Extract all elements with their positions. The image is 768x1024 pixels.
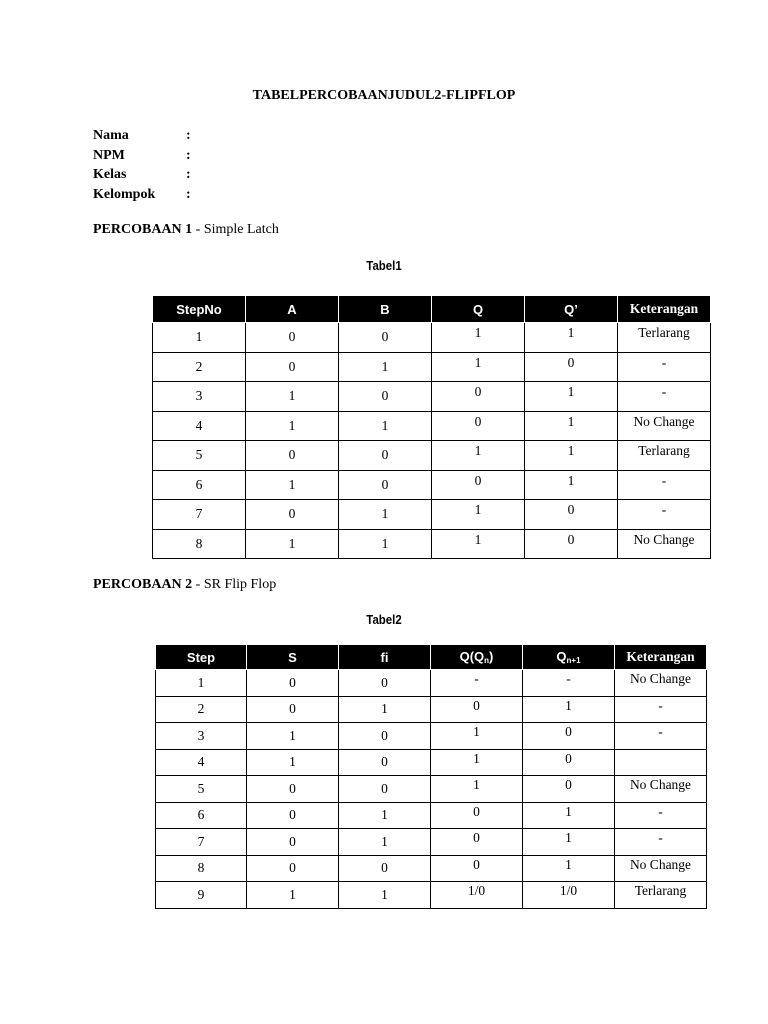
table-cell: 2 <box>153 352 246 382</box>
table-cell: No Change <box>618 529 711 559</box>
table-cell: 0 <box>247 776 339 803</box>
table-cell: 1 <box>523 802 615 829</box>
table-cell: 1 <box>246 382 339 412</box>
table-cell: No Change <box>615 776 707 803</box>
table-row <box>153 352 711 382</box>
section-heading-bold: PERCOBAAN 2 <box>93 577 193 592</box>
column-header-b: B <box>339 296 432 323</box>
column-header-step: Step <box>156 645 247 670</box>
table-cell: 1 <box>339 352 432 382</box>
table-cell: 0 <box>246 441 339 471</box>
table-cell: 0 <box>523 723 615 750</box>
table-header-row <box>153 296 711 323</box>
column-header-r: fi <box>339 645 431 670</box>
table-cell: Terlarang <box>615 882 707 909</box>
table-cell: 1 <box>339 411 432 441</box>
table-cell: 4 <box>153 411 246 441</box>
table-cell: 0 <box>432 411 525 441</box>
form-colon: : <box>186 128 191 143</box>
table-cell: 1 <box>525 382 618 412</box>
table-cell: 1 <box>339 829 431 856</box>
table-row <box>156 776 707 803</box>
table-row <box>153 323 711 353</box>
table-cell: 0 <box>525 352 618 382</box>
table-cell: - <box>615 829 707 856</box>
table-cell: 1 <box>246 470 339 500</box>
form-label: Kelas <box>93 167 127 182</box>
table-cell: Terlarang <box>618 323 711 353</box>
table-cell: 0 <box>431 829 523 856</box>
column-header-q-qn <box>431 645 523 670</box>
section-heading-percobaan-2 <box>93 577 276 593</box>
table-cell: 1 <box>339 500 432 530</box>
table-cell: 6 <box>156 802 247 829</box>
table-cell: 1 <box>246 411 339 441</box>
table-row <box>156 696 707 723</box>
table-cell: 0 <box>247 855 339 882</box>
table-cell: 2 <box>156 696 247 723</box>
table-cell: 5 <box>153 441 246 471</box>
header-text: Q <box>556 649 567 664</box>
table-cell: No Change <box>618 411 711 441</box>
table-cell: 0 <box>339 470 432 500</box>
table-cell: 1 <box>432 529 525 559</box>
table-row <box>153 382 711 412</box>
document-title: TABELPERCOBAANJUDUL2-FLIPFLOP <box>252 88 516 103</box>
table-cell: 8 <box>153 529 246 559</box>
table-cell: 7 <box>153 500 246 530</box>
table-cell: 1 <box>525 411 618 441</box>
section-heading-bold: PERCOBAAN 1 <box>93 222 193 237</box>
table-cell: 1 <box>153 323 246 353</box>
table-cell: - <box>615 802 707 829</box>
table-cell: 0 <box>339 749 431 776</box>
table-cell: 5 <box>156 776 247 803</box>
table-cell: - <box>618 470 711 500</box>
table-cell: 1/0 <box>431 882 523 909</box>
column-header-s: S <box>247 645 339 670</box>
table-cell: 1 <box>523 855 615 882</box>
table-cell: 0 <box>246 323 339 353</box>
form-label: Kelompok <box>93 186 156 202</box>
table-cell: Terlarang <box>618 441 711 471</box>
table-1-simple-latch <box>152 295 711 559</box>
column-header-q: Q <box>432 296 525 323</box>
table-2-sr-flip-flop <box>155 644 707 909</box>
table-row <box>153 441 711 471</box>
table-header-row <box>156 645 707 670</box>
table-row <box>156 882 707 909</box>
form-row-nama <box>93 126 206 146</box>
table-cell: 3 <box>153 382 246 412</box>
table-cell: 1 <box>431 776 523 803</box>
table-cell: No Change <box>615 855 707 882</box>
form-row-kelas <box>93 165 206 185</box>
table-row <box>153 500 711 530</box>
table-cell: 0 <box>523 749 615 776</box>
table-cell: 1 <box>247 882 339 909</box>
table-cell: 1 <box>246 529 339 559</box>
table-cell: 0 <box>432 382 525 412</box>
table-cell: 1 <box>431 749 523 776</box>
header-text: ) <box>489 649 494 664</box>
table-row <box>156 802 707 829</box>
table-cell: 1 <box>339 802 431 829</box>
column-header-a: A <box>246 296 339 323</box>
table-cell: 9 <box>156 882 247 909</box>
table-cell: 0 <box>247 802 339 829</box>
table-cell: 0 <box>431 855 523 882</box>
table-cell: 7 <box>156 829 247 856</box>
column-header-keterangan: Keterangan <box>618 296 711 323</box>
table-cell: 1 <box>339 529 432 559</box>
table-cell: 0 <box>247 829 339 856</box>
form-colon: : <box>186 147 191 163</box>
table-cell: - <box>618 382 711 412</box>
table-cell: 1 <box>525 441 618 471</box>
table-cell: 0 <box>431 696 523 723</box>
column-header-keterangan: Keterangan <box>615 645 707 670</box>
table-cell: - <box>618 500 711 530</box>
table-row <box>153 470 711 500</box>
table1-caption: Tabel1 <box>366 258 402 273</box>
table-cell: 1/0 <box>523 882 615 909</box>
table-cell: 0 <box>339 670 431 697</box>
form-row-npm <box>93 146 206 166</box>
table-cell: 1 <box>247 723 339 750</box>
table-cell: 1 <box>525 323 618 353</box>
table2-caption: Tabel2 <box>366 612 402 627</box>
table-cell: 0 <box>246 352 339 382</box>
table-row <box>156 829 707 856</box>
table-cell: 1 <box>432 323 525 353</box>
table-cell: 0 <box>246 500 339 530</box>
header-subscript: n <box>484 656 490 665</box>
table-cell: 1 <box>432 441 525 471</box>
table-cell: 0 <box>247 696 339 723</box>
column-header-stepno: StepNo <box>153 296 246 323</box>
column-header-qn-plus-1 <box>523 645 615 670</box>
table-cell: 1 <box>432 352 525 382</box>
column-header-q-bar: Q’ <box>525 296 618 323</box>
table-cell: 0 <box>523 776 615 803</box>
table-cell: - <box>431 670 523 697</box>
header-subscript: n+1 <box>566 656 581 665</box>
table-cell: 4 <box>156 749 247 776</box>
table-cell: 0 <box>525 500 618 530</box>
table-cell: 1 <box>525 470 618 500</box>
table-cell: 0 <box>339 723 431 750</box>
table-cell <box>615 749 707 776</box>
table-cell: 3 <box>156 723 247 750</box>
table-cell: - <box>523 670 615 697</box>
section-heading-percobaan-1 <box>93 222 279 238</box>
form-colon: : <box>186 167 191 182</box>
table-cell: 1 <box>523 696 615 723</box>
table-row <box>156 749 707 776</box>
table-row <box>153 411 711 441</box>
table-cell: - <box>615 696 707 723</box>
table-cell: - <box>615 723 707 750</box>
table-cell: 0 <box>432 470 525 500</box>
table-cell: 1 <box>431 723 523 750</box>
table-cell: 0 <box>339 441 432 471</box>
table-cell: 8 <box>156 855 247 882</box>
table-cell: 0 <box>339 776 431 803</box>
table-cell: 0 <box>525 529 618 559</box>
table-cell: 0 <box>247 670 339 697</box>
table-cell: - <box>618 352 711 382</box>
table-row <box>156 855 707 882</box>
table-cell: No Change <box>615 670 707 697</box>
table-cell: 6 <box>153 470 246 500</box>
table-row <box>156 723 707 750</box>
form-label: NPM <box>93 147 125 163</box>
section-heading-rest: - SR Flip Flop <box>192 577 277 592</box>
table-cell: 0 <box>431 802 523 829</box>
table-cell: 0 <box>339 382 432 412</box>
form-colon: : <box>186 186 191 202</box>
table-row <box>156 670 707 697</box>
identity-form <box>93 126 206 204</box>
table-cell: 1 <box>156 670 247 697</box>
form-label: Nama <box>93 128 129 143</box>
table-cell: 1 <box>432 500 525 530</box>
table-cell: 1 <box>247 749 339 776</box>
table-cell: 1 <box>523 829 615 856</box>
table-row <box>153 529 711 559</box>
table-cell: 0 <box>339 855 431 882</box>
section-heading-rest: - Simple Latch <box>192 222 279 237</box>
table-cell: 0 <box>339 323 432 353</box>
table-cell: 1 <box>339 696 431 723</box>
header-text: Q(Q <box>459 649 485 664</box>
form-row-kelompok <box>93 185 206 205</box>
table-cell: 1 <box>339 882 431 909</box>
